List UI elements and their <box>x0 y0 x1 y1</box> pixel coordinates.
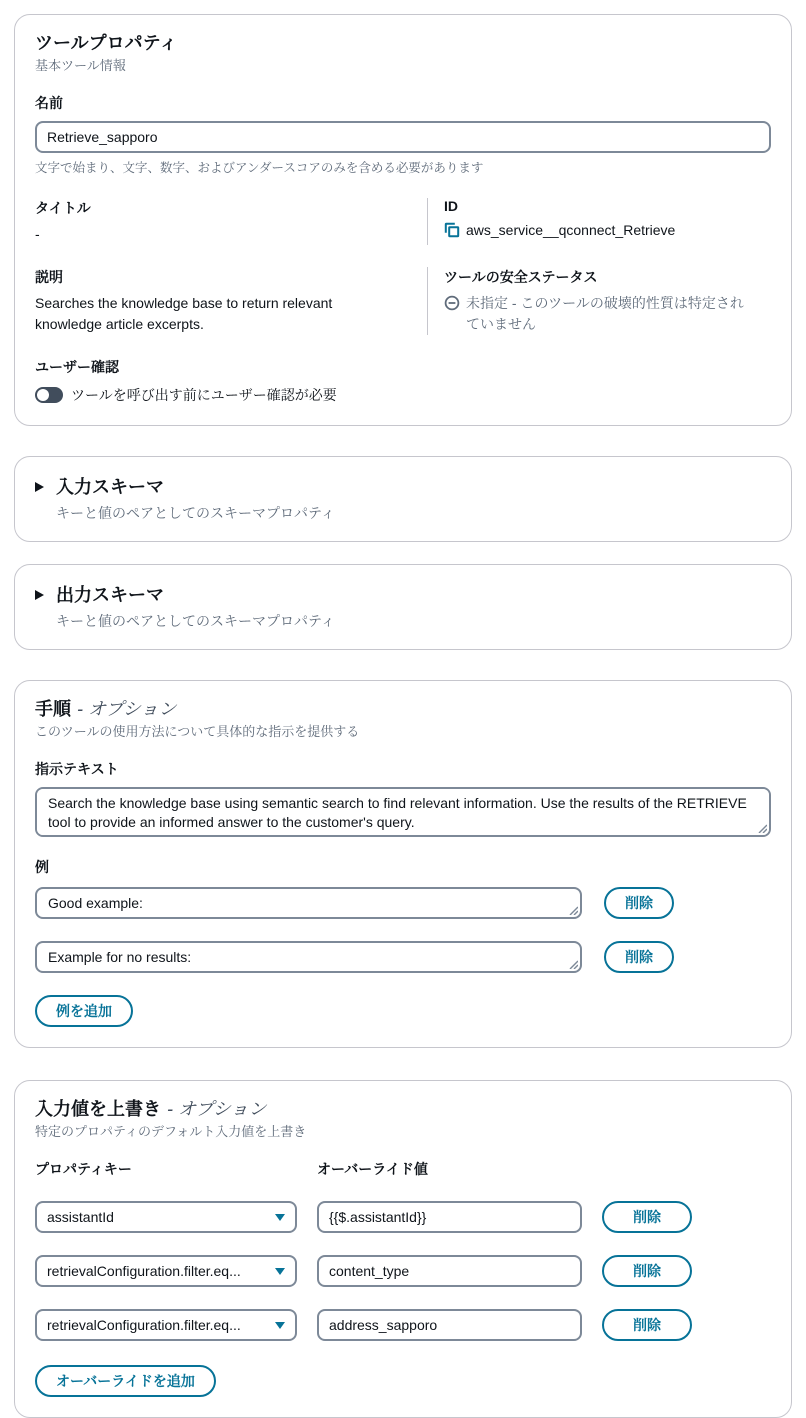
input-schema-card <box>14 456 792 542</box>
chevron-down-icon <box>275 1214 285 1221</box>
overrides-title <box>35 1097 771 1121</box>
caret-right-icon <box>35 482 44 492</box>
tool-properties-title: ツールプロパティ <box>35 33 178 53</box>
delete-override-button-3[interactable]: 削除 <box>602 1309 692 1341</box>
instructions-subtitle: このツールの使用方法について具体的な指示を提供する <box>35 724 360 739</box>
minus-circle-icon <box>444 295 460 311</box>
copy-id-button[interactable] <box>444 220 460 238</box>
add-example-button[interactable]: 例を追加 <box>35 995 133 1027</box>
output-schema-header[interactable] <box>35 583 771 607</box>
overrides-optional-suffix: - オプション <box>167 1099 267 1119</box>
instruction-text-label: 指示テキスト <box>35 761 119 777</box>
property-key-select-2[interactable] <box>35 1255 297 1287</box>
input-schema-subtitle: キーと値のペアとしてのスキーマプロパティ <box>56 505 335 521</box>
title-cell <box>35 198 427 245</box>
example-textarea-wrap <box>35 887 582 919</box>
id-label: ID <box>444 198 458 214</box>
example-row <box>35 887 771 919</box>
safety-status-cell <box>427 267 771 335</box>
example-textarea-2[interactable] <box>35 941 582 973</box>
override-value-input-2[interactable] <box>317 1255 582 1287</box>
tool-properties-card <box>14 14 792 426</box>
add-override-button[interactable]: オーバーライドを追加 <box>35 1365 216 1397</box>
input-schema-header[interactable] <box>35 475 771 499</box>
input-schema-title: 入力スキーマ <box>56 477 164 497</box>
tool-properties-subtitle: 基本ツール情報 <box>35 58 126 73</box>
instructions-card <box>14 680 792 1048</box>
description-cell <box>35 267 427 335</box>
delete-override-button-1[interactable]: 削除 <box>602 1201 692 1233</box>
examples-label: 例 <box>35 859 49 875</box>
property-key-select-3[interactable] <box>35 1309 297 1341</box>
safety-status-label: ツールの安全ステータス <box>444 269 598 285</box>
output-schema-title: 出力スキーマ <box>56 585 164 605</box>
id-value: aws_service__qconnect_Retrieve <box>466 222 676 238</box>
user-confirmation-label: ユーザー確認 <box>35 359 119 375</box>
instructions-optional-suffix: - オプション <box>77 699 177 719</box>
output-schema-card <box>14 564 792 650</box>
override-value-input-3[interactable] <box>317 1309 582 1341</box>
instructions-title-text: 手順 <box>35 699 71 719</box>
override-value-input-1[interactable] <box>317 1201 582 1233</box>
overrides-title-text: 入力値を上書き <box>35 1099 161 1119</box>
example-textarea-wrap <box>35 941 582 973</box>
override-value-label: オーバーライド値 <box>317 1161 428 1177</box>
instruction-textarea[interactable] <box>35 787 771 837</box>
delete-override-button-2[interactable]: 削除 <box>602 1255 692 1287</box>
instructions-title <box>35 697 771 721</box>
user-confirmation-text: ツールを呼び出す前にユーザー確認が必要 <box>71 387 337 403</box>
property-key-label: プロパティキー <box>35 1161 132 1177</box>
chevron-down-icon <box>275 1322 285 1329</box>
example-row <box>35 941 771 973</box>
property-key-select-value: assistantId <box>47 1209 114 1225</box>
overrides-grid <box>35 1159 771 1341</box>
user-confirmation-toggle[interactable] <box>35 387 63 403</box>
property-key-select-value: retrievalConfiguration.filter.eq... <box>47 1317 241 1333</box>
name-helper-text: 文字で始まり、文字、数字、およびアンダースコアのみを含める必要があります <box>35 161 484 175</box>
properties-grid <box>35 198 771 335</box>
name-input[interactable] <box>35 121 771 153</box>
delete-example-button-1[interactable]: 削除 <box>604 887 674 919</box>
property-key-select-1[interactable] <box>35 1201 297 1233</box>
instruction-textarea-wrap <box>35 787 771 837</box>
overrides-card <box>14 1080 792 1418</box>
title-label: タイトル <box>35 200 91 216</box>
id-cell <box>427 198 771 245</box>
safety-status-value: 未指定 - このツールの破壊的性質は特定されていません <box>466 295 744 332</box>
description-value: Searches the knowledge base to return relevant knowledge article excerpts. <box>35 295 333 332</box>
property-key-select-value: retrievalConfiguration.filter.eq... <box>47 1263 241 1279</box>
delete-example-button-2[interactable]: 削除 <box>604 941 674 973</box>
description-label: 説明 <box>35 269 63 285</box>
overrides-subtitle: 特定のプロパティのデフォルト入力値を上書き <box>35 1124 307 1139</box>
chevron-down-icon <box>275 1268 285 1275</box>
title-value: - <box>35 226 40 242</box>
copy-icon <box>444 222 460 238</box>
caret-right-icon <box>35 590 44 600</box>
output-schema-subtitle: キーと値のペアとしてのスキーマプロパティ <box>56 613 335 629</box>
name-label: 名前 <box>35 95 63 111</box>
example-textarea-1[interactable] <box>35 887 582 919</box>
